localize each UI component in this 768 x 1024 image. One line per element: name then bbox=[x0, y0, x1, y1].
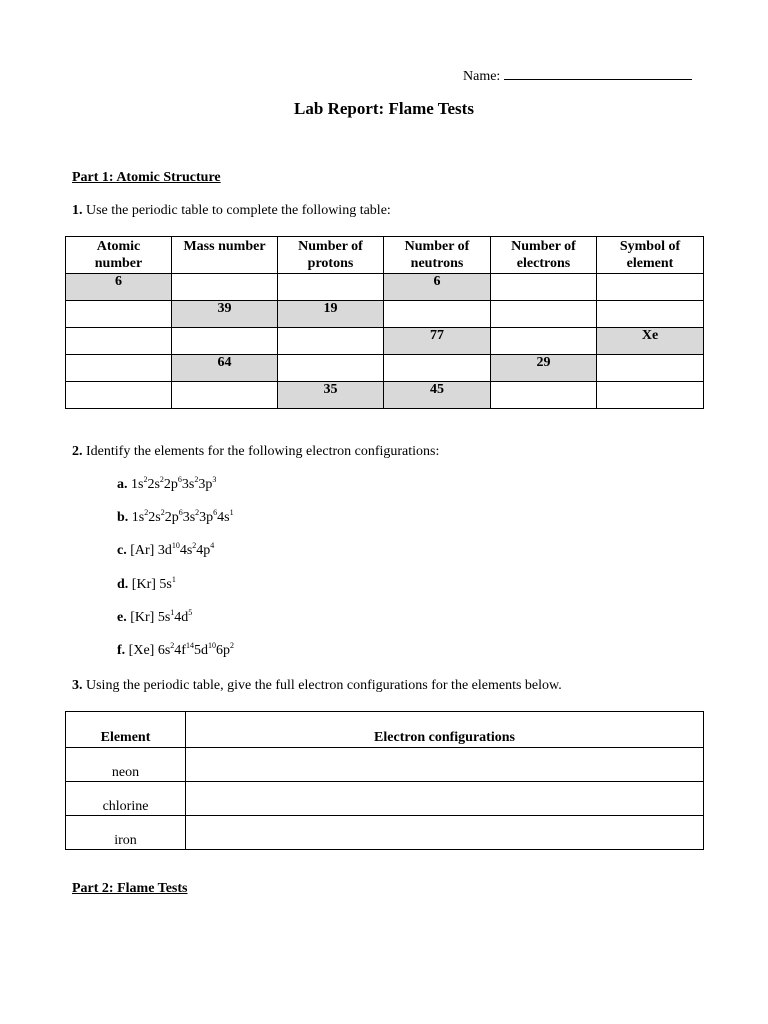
electron-count: 2 bbox=[144, 508, 149, 517]
question-2 bbox=[72, 444, 439, 460]
answer-cell[interactable] bbox=[491, 328, 597, 355]
electron-count: 3 bbox=[212, 475, 217, 484]
config-letter: f. bbox=[117, 643, 126, 658]
answer-cell[interactable] bbox=[186, 816, 704, 850]
electron-count: 2 bbox=[159, 475, 164, 484]
answer-cell[interactable] bbox=[278, 274, 384, 301]
part1-heading: Part 1: Atomic Structure bbox=[72, 170, 221, 185]
electron-count: 2 bbox=[192, 541, 197, 550]
orbital-text: 4d bbox=[174, 610, 189, 625]
electron-count: 2 bbox=[170, 641, 175, 650]
answer-cell[interactable] bbox=[172, 382, 278, 409]
answer-cell[interactable] bbox=[278, 355, 384, 382]
electron-count: 2 bbox=[195, 508, 200, 517]
electron-count: 1 bbox=[229, 508, 234, 517]
answer-cell[interactable] bbox=[384, 301, 491, 328]
answer-cell[interactable] bbox=[66, 328, 172, 355]
config-f bbox=[117, 643, 234, 659]
electron-count: 14 bbox=[185, 641, 194, 650]
part2-heading: Part 2: Flame Tests bbox=[72, 881, 188, 896]
electron-count: 6 bbox=[177, 475, 182, 484]
atomic-structure-table bbox=[65, 236, 704, 409]
orbital-text: [Xe] 6s bbox=[128, 643, 171, 658]
table-row bbox=[66, 274, 704, 301]
orbital-text: [Ar] 3d bbox=[130, 543, 172, 558]
electron-count: 6 bbox=[213, 508, 218, 517]
given-value-cell: 64 bbox=[172, 355, 278, 382]
given-value-cell: Xe bbox=[597, 328, 704, 355]
question-1 bbox=[72, 203, 391, 219]
given-value-cell: 39 bbox=[172, 301, 278, 328]
column-header: Number of protons bbox=[278, 237, 384, 274]
config-letter: a. bbox=[117, 477, 128, 492]
name-label: Name: bbox=[463, 69, 501, 84]
electron-count: 2 bbox=[160, 508, 165, 517]
table-row bbox=[66, 328, 704, 355]
answer-cell[interactable] bbox=[172, 328, 278, 355]
answer-cell[interactable] bbox=[491, 301, 597, 328]
orbital-text: 2p bbox=[163, 477, 178, 492]
table-row bbox=[66, 782, 704, 816]
orbital-text: 3p bbox=[198, 477, 213, 492]
column-header: Number of electrons bbox=[491, 237, 597, 274]
element-name-cell: chlorine bbox=[66, 782, 186, 816]
answer-cell[interactable] bbox=[66, 301, 172, 328]
config-e bbox=[117, 610, 192, 626]
electron-count: 10 bbox=[171, 541, 180, 550]
electron-count: 10 bbox=[207, 641, 216, 650]
answer-cell[interactable] bbox=[491, 382, 597, 409]
orbital-text: 4f bbox=[174, 643, 186, 658]
question-3 bbox=[72, 678, 562, 694]
given-value-cell: 6 bbox=[66, 274, 172, 301]
question-3-number: 3. bbox=[72, 678, 83, 693]
question-1-number: 1. bbox=[72, 203, 83, 218]
orbital-text: 1s bbox=[131, 510, 145, 525]
config-b bbox=[117, 510, 234, 526]
name-blank-line[interactable] bbox=[504, 66, 692, 80]
given-value-cell: 29 bbox=[491, 355, 597, 382]
config-letter: e. bbox=[117, 610, 127, 625]
electron-count: 1 bbox=[170, 608, 175, 617]
config-a bbox=[117, 477, 216, 493]
answer-cell[interactable] bbox=[597, 274, 704, 301]
table-row bbox=[66, 382, 704, 409]
config-letter: b. bbox=[117, 510, 129, 525]
given-value-cell: 6 bbox=[384, 274, 491, 301]
orbital-text: 6p bbox=[215, 643, 230, 658]
config-d bbox=[117, 577, 176, 593]
electron-count: 6 bbox=[178, 508, 183, 517]
table-header-row bbox=[66, 237, 704, 274]
question-3-text: Using the periodic table, give the full electron configurations for the elements below. bbox=[86, 678, 562, 693]
orbital-text: 2p bbox=[164, 510, 179, 525]
answer-cell[interactable] bbox=[597, 382, 704, 409]
orbital-text: 1s bbox=[131, 477, 144, 492]
column-header: Mass number bbox=[172, 237, 278, 274]
column-header: Symbol of element bbox=[597, 237, 704, 274]
answer-cell[interactable] bbox=[491, 274, 597, 301]
question-2-number: 2. bbox=[72, 444, 83, 459]
column-header: Element bbox=[66, 712, 186, 748]
table-row bbox=[66, 355, 704, 382]
orbital-text: 3s bbox=[181, 477, 195, 492]
question-1-text: Use the periodic table to complete the following table: bbox=[86, 203, 391, 218]
name-field bbox=[463, 66, 692, 85]
question-2-text: Identify the elements for the following electron configurations: bbox=[86, 444, 440, 459]
orbital-text: 4s bbox=[179, 543, 193, 558]
element-name-cell: iron bbox=[66, 816, 186, 850]
column-header: Atomic number bbox=[66, 237, 172, 274]
table-header-row bbox=[66, 712, 704, 748]
config-c bbox=[117, 543, 214, 559]
orbital-text: 4s bbox=[217, 510, 230, 525]
answer-cell[interactable] bbox=[597, 355, 704, 382]
orbital-text: 4p bbox=[196, 543, 211, 558]
electron-count: 1 bbox=[171, 575, 176, 584]
table-row bbox=[66, 748, 704, 782]
given-value-cell: 35 bbox=[278, 382, 384, 409]
orbital-text: [Kr] 5s bbox=[130, 610, 171, 625]
answer-cell[interactable] bbox=[384, 355, 491, 382]
config-letter: c. bbox=[117, 543, 127, 558]
answer-cell[interactable] bbox=[597, 301, 704, 328]
electron-count: 2 bbox=[143, 475, 148, 484]
element-name-cell: neon bbox=[66, 748, 186, 782]
electron-count: 4 bbox=[210, 541, 215, 550]
answer-cell[interactable] bbox=[172, 274, 278, 301]
orbital-text: 3s bbox=[182, 510, 196, 525]
column-header: Electron configurations bbox=[186, 712, 704, 748]
given-value-cell: 77 bbox=[384, 328, 491, 355]
orbital-text: 3p bbox=[199, 510, 214, 525]
answer-cell[interactable] bbox=[66, 355, 172, 382]
electron-config-table bbox=[65, 711, 704, 850]
orbital-text: 2s bbox=[148, 510, 161, 525]
orbital-text: [Kr] 5s bbox=[131, 577, 172, 592]
answer-cell[interactable] bbox=[278, 328, 384, 355]
given-value-cell: 19 bbox=[278, 301, 384, 328]
answer-cell[interactable] bbox=[66, 382, 172, 409]
orbital-text: 2s bbox=[147, 477, 160, 492]
table-row bbox=[66, 301, 704, 328]
electron-count: 5 bbox=[188, 608, 193, 617]
electron-count: 2 bbox=[194, 475, 199, 484]
page-title: Lab Report: Flame Tests bbox=[294, 99, 474, 118]
table-row bbox=[66, 816, 704, 850]
answer-cell[interactable] bbox=[186, 748, 704, 782]
electron-count: 2 bbox=[229, 641, 234, 650]
config-letter: d. bbox=[117, 577, 129, 592]
column-header: Number of neutrons bbox=[384, 237, 491, 274]
orbital-text: 5d bbox=[193, 643, 208, 658]
answer-cell[interactable] bbox=[186, 782, 704, 816]
given-value-cell: 45 bbox=[384, 382, 491, 409]
